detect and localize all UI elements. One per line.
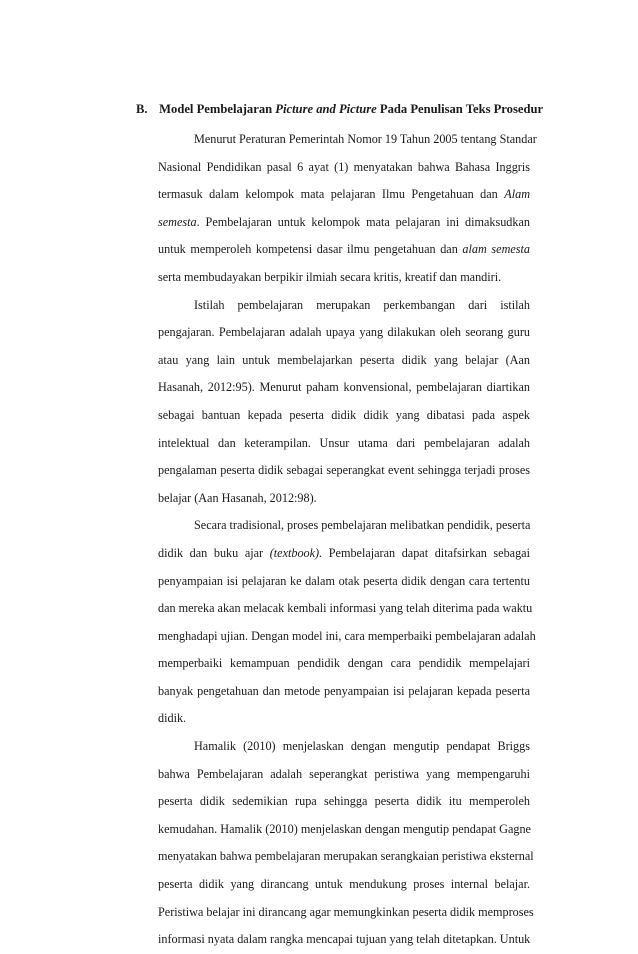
text-segment: belajar (Aan Hasanah, 2012:98). [158, 490, 317, 505]
text-line [158, 733, 530, 761]
section-body [158, 126, 537, 954]
text-segment: sebagai bantuan kepada peserta didik didik yang dibatasi pada aspek [158, 407, 530, 422]
heading-text-after: Pada Penulisan Teks Prosedur [376, 102, 544, 116]
text-segment: pengalaman peserta didik sebagai seperangkat event sehingga terjadi proses [158, 463, 530, 478]
text-line [158, 126, 537, 154]
text-segment: banyak pengetahuan dan metode penyampaian isi pelajaran kepada peserta [158, 683, 530, 698]
text-line [158, 154, 530, 182]
text-segment: pengajaran. Pembelajaran adalah upaya yang dilakukan oleh seorang guru [158, 325, 530, 340]
text-line [158, 209, 530, 237]
text-segment: kemudahan. Hamalik (2010) menjelaskan dengan mengutip pendapat Gagne [158, 821, 531, 836]
text-segment: Istilah pembelajaran merupakan perkembangan dari istilah [194, 297, 530, 312]
text-line [158, 926, 530, 954]
text-segment: didik dan buku ajar [158, 545, 270, 560]
text-segment: peserta didik sedemikian rupa sehingga peserta didik itu memperoleh [158, 794, 530, 809]
text-line [158, 678, 530, 706]
text-line [158, 430, 530, 458]
section-number: B. [136, 102, 148, 116]
text-segment: atau yang lain untuk membelajarkan peserta didik yang belajar (Aan [158, 352, 530, 367]
text-line [158, 816, 530, 844]
italic-term: semesta [158, 214, 197, 229]
text-line [158, 623, 536, 651]
text-segment: untuk memperoleh kompetensi dasar ilmu pengetahuan dan [158, 242, 463, 257]
italic-term: (textbook). [269, 545, 323, 560]
text-segment: termasuk dalam kelompok mata pelajaran Ilmu Pengetahuan dan [158, 187, 505, 202]
heading-text-before: Model Pembelajaran [159, 102, 276, 116]
text-segment: menyatakan bahwa pembelajaran merupakan serangkaian peristiwa eksternal [158, 849, 534, 864]
text-line [158, 512, 530, 540]
text-segment: dan mereka akan melacak kembali informasi yang telah diterima pada waktu [158, 601, 533, 616]
text-segment: penyampaian isi pelajaran ke dalam otak peserta didik dengan cara tertentu [158, 573, 530, 588]
text-segment: Hasanah, 2012:95). Menurut paham konvensional, pembelajaran diartikan [158, 380, 530, 395]
text-segment: menghadapi ujian. Dengan model ini, cara memperbaiki pembelajaran adalah [158, 628, 536, 643]
text-segment: Pembelajaran dapat ditafsirkan sebagai [322, 545, 530, 560]
text-segment: bahwa Pembelajaran adalah seperangkat peristiwa yang mempengaruhi [158, 766, 530, 781]
text-segment: informasi nyata dalam rangka mencapai tujuan yang telah ditetapkan. Untuk [158, 932, 531, 947]
text-line [158, 761, 530, 789]
text-segment: Peristiwa belajar ini dirancang agar memungkinkan peserta didik memproses [158, 904, 534, 919]
text-segment: Menurut Peraturan Pemerintah Nomor 19 Tahun 2005 tentang Standar [194, 132, 537, 146]
text-line [158, 788, 530, 816]
text-segment: didik. [158, 711, 187, 726]
text-segment: serta membudayakan berpikir ilmiah secara kritis, kreatif dan mandiri. [158, 269, 502, 284]
text-line [158, 540, 530, 568]
text-line [158, 568, 530, 596]
text-line [158, 292, 530, 320]
text-segment: Nasional Pendidikan pasal 6 ayat (1) menyatakan bahwa Bahasa Inggris [158, 159, 530, 174]
text-segment: . Pembelajaran untuk kelompok mata pelajaran ini dimaksudkan [196, 214, 530, 229]
italic-term: alam semesta [462, 242, 530, 257]
text-line [158, 264, 530, 292]
heading-text-italic: Picture and Picture [275, 102, 377, 116]
text-line [158, 319, 530, 347]
text-segment: Secara tradisional, proses pembelajaran melibatkan pendidik, peserta [194, 518, 531, 533]
text-line [158, 457, 530, 485]
text-segment: memperbaiki kemampuan pendidik dengan cara pendidik mempelajari [158, 656, 530, 671]
text-line [158, 843, 534, 871]
text-segment: peserta didik yang dirancang untuk mendukung proses internal belajar. [158, 877, 530, 892]
text-segment: intelektual dan keterampilan. Unsur utama dari pembelajaran adalah [158, 435, 530, 450]
text-line [158, 871, 530, 899]
text-line [158, 374, 530, 402]
text-line [158, 236, 530, 264]
text-line [158, 595, 533, 623]
text-line [158, 181, 530, 209]
text-line [158, 402, 530, 430]
text-line [158, 650, 530, 678]
text-line [158, 347, 530, 375]
text-segment: Hamalik (2010) menjelaskan dengan mengutip pendapat Briggs [194, 739, 530, 754]
text-line [158, 485, 530, 513]
section-heading [136, 100, 544, 118]
italic-term: Alam [504, 187, 530, 202]
text-line [158, 705, 530, 733]
text-line [158, 899, 534, 927]
